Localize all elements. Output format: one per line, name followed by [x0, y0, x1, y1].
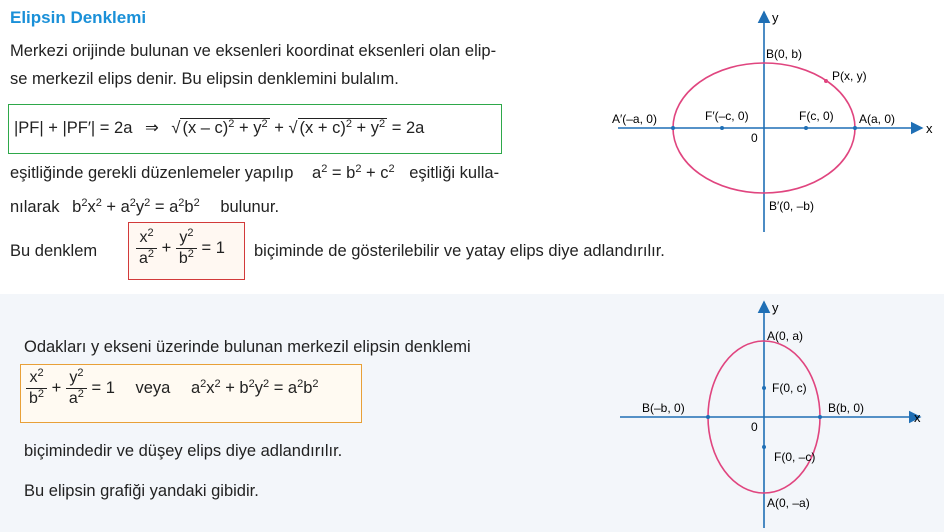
relation-abc: $a^2 = b^2 + c^2$ [312, 163, 395, 182]
vertical-ellipse-caption: biçimindedir ve düşey elips diye adlandırılır. [24, 442, 343, 460]
intro-line-1: Merkezi orijinde bulunan ve eksenleri koordinat eksenleri olan elip- [10, 42, 497, 60]
b-bottom-label: B′(0, –b) [769, 199, 814, 213]
f-right-label: F(c, 0) [799, 109, 834, 123]
vertical-ellipse-graph [600, 294, 944, 532]
f-left-label: F′(–c, 0) [705, 109, 749, 123]
x-axis-label: x [914, 410, 921, 425]
x-axis-label: x [926, 121, 933, 136]
plus-sign: + [274, 119, 284, 137]
f-top-label: F(0, c) [772, 381, 807, 395]
graph-reference-text: Bu elipsin grafiği yandaki gibidir. [24, 482, 259, 500]
standard-form-lead: Bu denklem [10, 242, 98, 260]
focus-left-point [720, 126, 724, 130]
implies-arrow: ⇒ [144, 119, 159, 137]
b-left-label: B(–b, 0) [642, 401, 685, 415]
horizontal-ellipse-graph [600, 0, 944, 240]
origin-label: 0 [751, 420, 758, 434]
vertical-ellipse-intro: Odakları y ekseni üzerinde bulunan merkezil elipsin denklemi [24, 338, 471, 356]
f-bottom-label: F(0, –c) [774, 450, 816, 464]
standard-form-vertical: $\frac{x^2}{b^2}$ + $\frac{y^2}{a^2}$ = 1 veya $a^2x^2 + b^2y^2 = a^2b^2$ [26, 368, 319, 409]
a-bottom-label: A(0, –a) [767, 496, 810, 510]
vertical-equation-alt: $a^2x^2 + b^2y^2 = a^2b^2$ [190, 378, 319, 397]
relation-line: eşitliğinde gerekli düzenlemeler yapılıp $a^2 = b^2 + c^2$ eşitliği kulla- [10, 163, 500, 182]
a-left-label: A′(–a, 0) [612, 112, 657, 126]
result-equation: $b^2x^2 + a^2y^2 = a^2b^2$ [72, 197, 200, 216]
standard-form-horizontal: $\frac{x^2}{a^2}$ + $\frac{y^2}{b^2}$ = 1 [136, 228, 225, 269]
focus-bottom-point [762, 445, 766, 449]
y-axis-label: y [772, 300, 779, 315]
vertex-right-point [818, 415, 822, 419]
vertex-left-point [671, 126, 675, 130]
vertex-right-point [853, 126, 857, 130]
focus-right-point [804, 126, 808, 130]
y-axis-label: y [772, 10, 779, 25]
point-p [824, 79, 828, 83]
formula-lhs: |PF| + |PF′| = 2a [14, 119, 133, 137]
page-title: Elipsin Denklemi [10, 8, 147, 27]
a-top-label: A(0, a) [767, 329, 804, 343]
origin-label: 0 [751, 131, 758, 145]
or-word: veya [135, 379, 171, 397]
a-right-label: A(a, 0) [859, 112, 896, 126]
b-top-label: B(0, b) [766, 47, 803, 61]
horizontal-ellipse-caption: biçiminde de gösterilebilir ve yatay elips diye adlandırılır. [254, 242, 665, 260]
result-line: nılarak $b^2x^2 + a^2y^2 = a^2b^2$ bulunur. [10, 197, 280, 216]
intro-line-2: se merkezil elips denir. Bu elipsin denklemini bulalım. [10, 70, 399, 88]
b-right-label: B(b, 0) [828, 401, 865, 415]
distance-formula [14, 118, 424, 138]
formula-result: = 2a [391, 119, 425, 137]
sqrt-term-1: √ $(x - c)^2 + y^2$ [171, 118, 268, 137]
focus-top-point [762, 386, 766, 390]
sqrt-term-2: √ $(x + c)^2 + y^2$ [288, 118, 386, 137]
vertex-left-point [706, 415, 710, 419]
p-label: P(x, y) [832, 69, 867, 83]
